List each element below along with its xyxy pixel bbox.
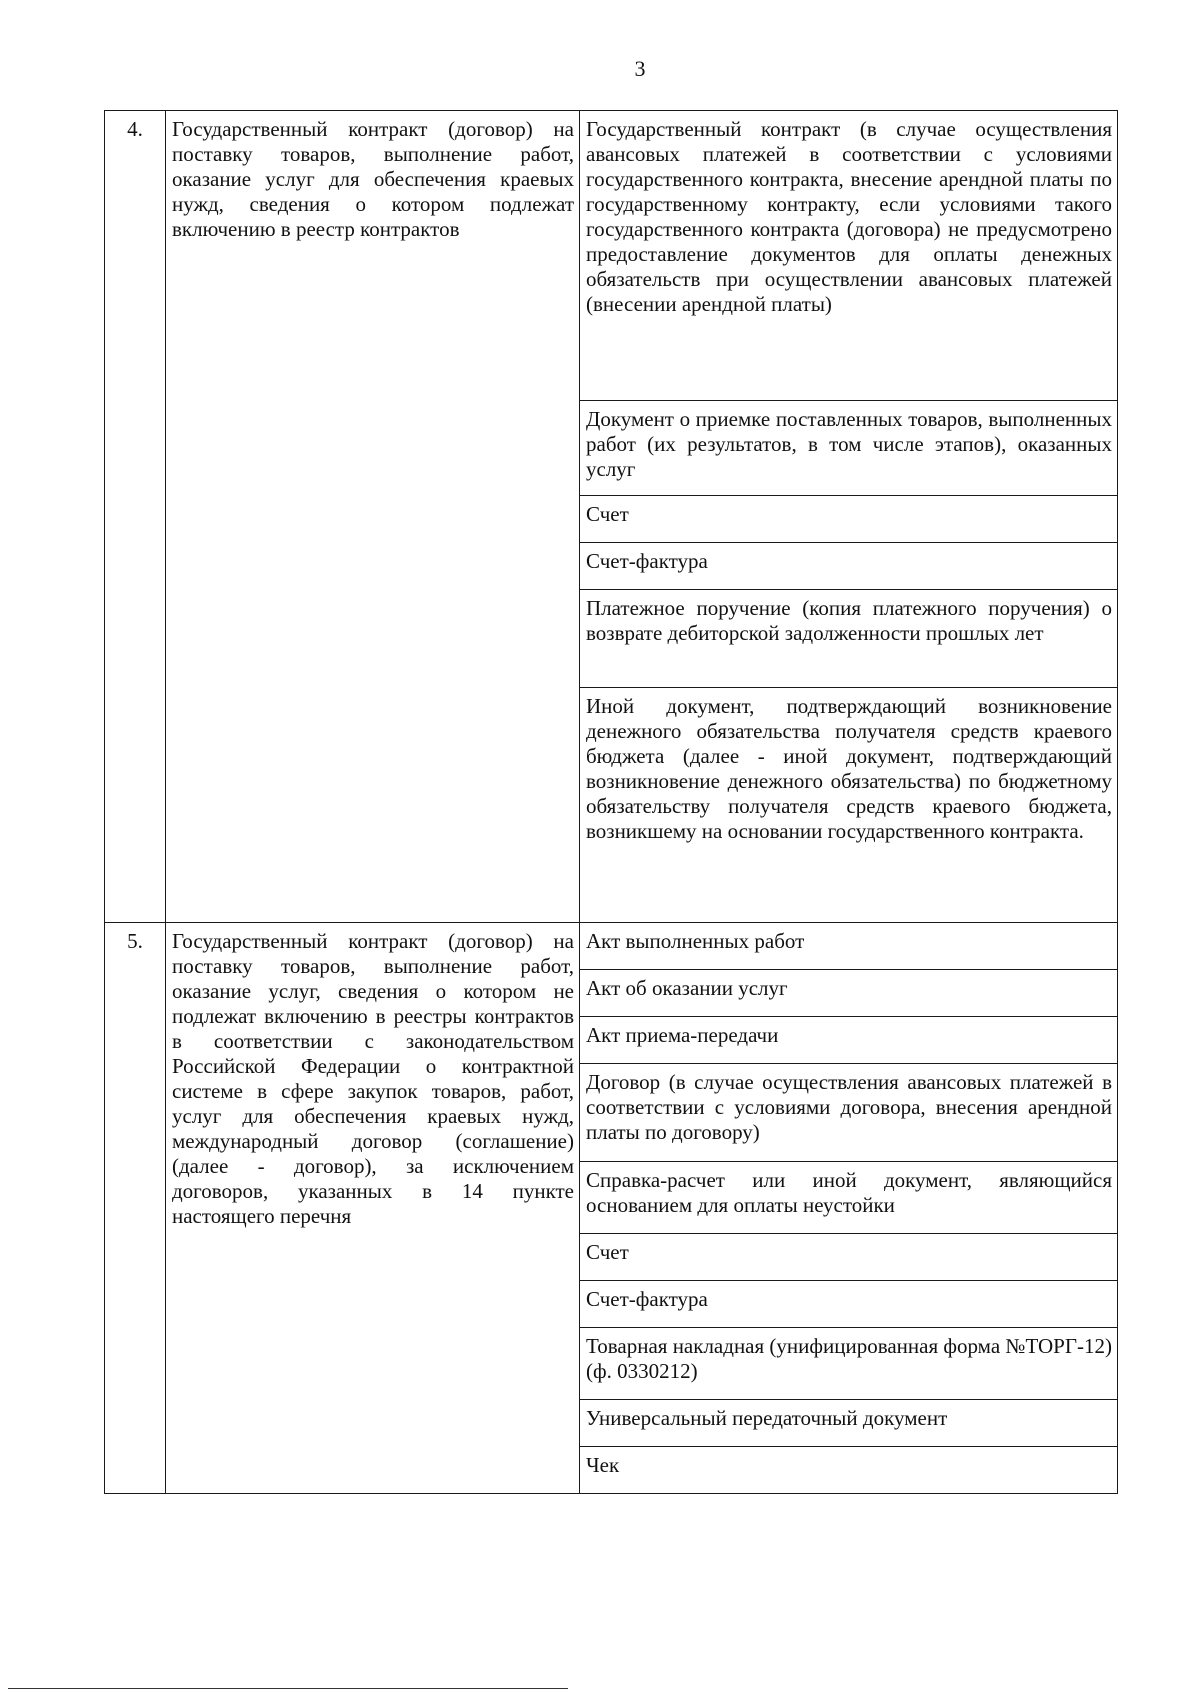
document-cell: Документ о приемке поставленных товаров, выполненных работ (их результатов, в том числе этапов), оказанных услуг <box>580 401 1118 496</box>
document-cell: Счет <box>580 496 1118 543</box>
document-cell: Договор (в случае осуществления авансовых платежей в соответствии с условиями договора, внесения арендной платы по договору) <box>580 1064 1118 1162</box>
row-number: 5. <box>105 923 166 1494</box>
document-cell: Товарная накладная (унифицированная форма №ТОРГ-12) (ф. 0330212) <box>580 1328 1118 1400</box>
document-cell: Счет <box>580 1234 1118 1281</box>
contract-type-cell: Государственный контракт (договор) на поставку товаров, выполнение работ, оказание услуг, сведения о котором не подлежат включению в реестры контрактов в соответствии с законодательством Российской Федерации о контрактной системе в сфере закупок товаров, работ, услуг для обеспечения краевых нужд, международный договор (соглашение) (далее - договор), за исключением договоров, указанных в 14 пункте настоящего перечня <box>166 923 580 1494</box>
documents-table <box>104 110 1118 1494</box>
document-cell: Счет-фактура <box>580 1281 1118 1328</box>
page-number: 3 <box>634 56 646 81</box>
document-cell: Государственный контракт (в случае осуществления авансовых платежей в соответствии с условиями государственного контракта, внесение арендной платы по государственному контракту, если условиями такого государственного контракта (договора) не предусмотрено предоставление документов для оплаты денежных обязательств при осуществлении авансовых платежей (внесении арендной платы) <box>580 111 1118 401</box>
document-cell: Акт выполненных работ <box>580 923 1118 970</box>
row-number: 4. <box>105 111 166 923</box>
table-row <box>105 111 1118 401</box>
document-cell: Акт приема-передачи <box>580 1017 1118 1064</box>
document-cell: Акт об оказании услуг <box>580 970 1118 1017</box>
contract-type-cell: Государственный контракт (договор) на поставку товаров, выполнение работ, оказание услуг для обеспечения краевых нужд, сведения о котором подлежат включению в реестр контрактов <box>166 111 580 923</box>
document-cell: Счет-фактура <box>580 543 1118 590</box>
document-cell: Иной документ, подтверждающий возникновение денежного обязательства получателя средств краевого бюджета (далее - иной документ, подтверждающий возникновение денежного обязательства) по бюджетному обязательству получателя средств краевого бюджета, возникшему на основании государственного контракта. <box>580 688 1118 923</box>
footer-rule <box>8 1688 568 1689</box>
table-row <box>105 923 1118 970</box>
document-cell: Платежное поручение (копия платежного поручения) о возврате дебиторской задолженности прошлых лет <box>580 590 1118 688</box>
document-cell: Чек <box>580 1447 1118 1494</box>
document-cell: Универсальный передаточный документ <box>580 1400 1118 1447</box>
document-cell: Справка-расчет или иной документ, являющийся основанием для оплаты неустойки <box>580 1162 1118 1234</box>
